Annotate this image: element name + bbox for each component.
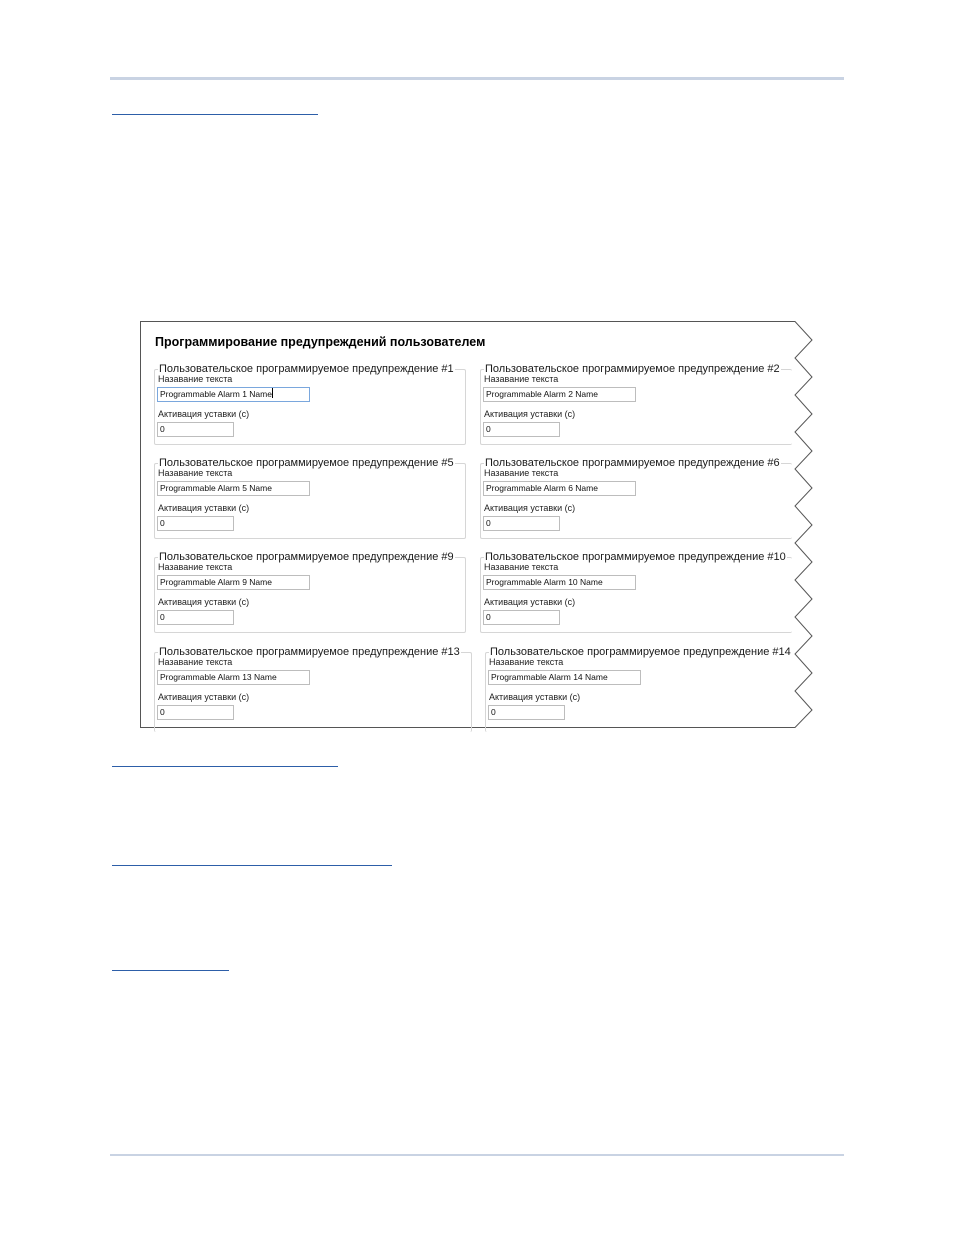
alarm-group-10 bbox=[480, 551, 792, 633]
alarm-group-14-legend: Пользовательское программируемое предупреждение #14 bbox=[490, 646, 791, 658]
alarm-group-2-legend: Пользовательское программируемое предупреждение #2 bbox=[485, 363, 780, 375]
alarm-5-name-label: Назавание текста bbox=[158, 468, 233, 478]
alarm-10-name-label: Назавание текста bbox=[484, 562, 559, 572]
alarm-10-activation-input[interactable]: 0 bbox=[483, 610, 560, 625]
alarm-group-9-legend: Пользовательское программируемое предупреждение #9 bbox=[159, 551, 454, 563]
alarm-9-name-input[interactable]: Programmable Alarm 9 Name bbox=[157, 575, 310, 590]
hyperlink-underline[interactable] bbox=[112, 766, 338, 767]
alarm-13-activation-label: Активация уставки (с) bbox=[158, 692, 250, 702]
screenshot-figure bbox=[140, 321, 820, 728]
alarm-5-name-input[interactable]: Programmable Alarm 5 Name bbox=[157, 481, 310, 496]
alarm-2-activation-label: Активация уставки (с) bbox=[484, 409, 576, 419]
alarm-group-10-legend: Пользовательское программируемое предупреждение #10 bbox=[485, 551, 786, 563]
alarm-group-6-legend: Пользовательское программируемое предупреждение #6 bbox=[485, 457, 780, 469]
alarm-1-name-label: Назавание текста bbox=[158, 374, 233, 384]
alarm-group-1-legend: Пользовательское программируемое предупреждение #1 bbox=[159, 363, 454, 375]
alarm-1-activation-input[interactable]: 0 bbox=[157, 422, 234, 437]
alarm-5-activation-label: Активация уставки (с) bbox=[158, 503, 250, 513]
alarm-10-name-input[interactable]: Programmable Alarm 10 Name bbox=[483, 575, 636, 590]
alarm-group-1 bbox=[154, 363, 466, 445]
header-rule bbox=[110, 77, 844, 80]
alarm-6-name-input[interactable]: Programmable Alarm 6 Name bbox=[483, 481, 636, 496]
alarm-group-13-legend: Пользовательское программируемое предупреждение #13 bbox=[159, 646, 460, 658]
screen-title: Программирование предупреждений пользователем bbox=[155, 335, 486, 349]
alarm-group-9 bbox=[154, 551, 466, 633]
alarm-6-activation-input[interactable]: 0 bbox=[483, 516, 560, 531]
alarm-2-name-label: Назавание текста bbox=[484, 374, 559, 384]
alarm-10-activation-label: Активация уставки (с) bbox=[484, 597, 576, 607]
footer-rule bbox=[110, 1154, 844, 1156]
alarm-6-activation-label: Активация уставки (с) bbox=[484, 503, 576, 513]
alarm-group-5 bbox=[154, 457, 466, 539]
alarm-14-activation-input[interactable]: 0 bbox=[488, 705, 565, 720]
alarm-2-activation-input[interactable]: 0 bbox=[483, 422, 560, 437]
hyperlink-underline[interactable] bbox=[112, 865, 392, 866]
alarm-group-13 bbox=[154, 646, 472, 732]
alarm-13-activation-input[interactable]: 0 bbox=[157, 705, 234, 720]
alarm-14-name-input[interactable]: Programmable Alarm 14 Name bbox=[488, 670, 641, 685]
alarm-group-2 bbox=[480, 363, 792, 445]
alarm-5-activation-input[interactable]: 0 bbox=[157, 516, 234, 531]
alarm-13-name-label: Назавание текста bbox=[158, 657, 233, 667]
alarm-1-activation-label: Активация уставки (с) bbox=[158, 409, 250, 419]
alarm-2-name-input[interactable]: Programmable Alarm 2 Name bbox=[483, 387, 636, 402]
alarm-14-activation-label: Активация уставки (с) bbox=[489, 692, 581, 702]
alarm-group-14 bbox=[485, 646, 792, 732]
alarm-9-name-label: Назавание текста bbox=[158, 562, 233, 572]
alarm-13-name-input[interactable]: Programmable Alarm 13 Name bbox=[157, 670, 310, 685]
alarm-14-name-label: Назавание текста bbox=[489, 657, 564, 667]
alarm-9-activation-input[interactable]: 0 bbox=[157, 610, 234, 625]
alarm-9-activation-label: Активация уставки (с) bbox=[158, 597, 250, 607]
hyperlink-underline[interactable] bbox=[112, 970, 229, 971]
alarm-1-name-input[interactable]: Programmable Alarm 1 Name bbox=[157, 387, 310, 402]
alarm-6-name-label: Назавание текста bbox=[484, 468, 559, 478]
alarm-group-5-legend: Пользовательское программируемое предупреждение #5 bbox=[159, 457, 454, 469]
alarm-group-6 bbox=[480, 457, 792, 539]
hyperlink-underline[interactable] bbox=[112, 114, 318, 115]
text-caret bbox=[272, 388, 273, 398]
